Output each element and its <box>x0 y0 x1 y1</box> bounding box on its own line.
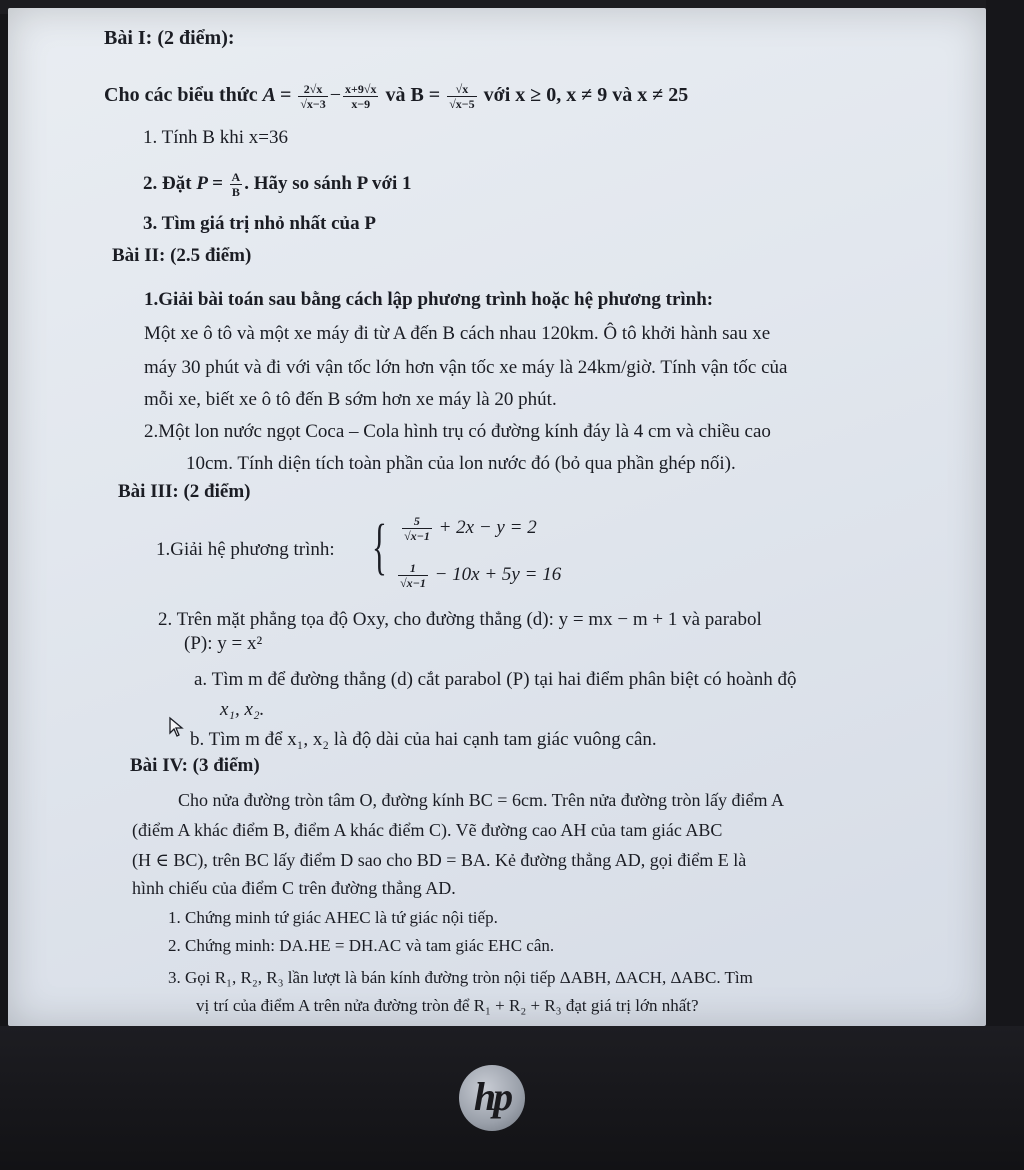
expr-A-frac2 <box>343 82 378 111</box>
bai1-q2 <box>143 168 412 200</box>
eq1-rest: + 2x − y = 2 <box>438 517 537 538</box>
bai2-p1-line1: 1.Giải bài toán sau bằng cách lập phương trình hoặc hệ phương trình: <box>144 289 714 310</box>
bai3-qb: b. Tìm m để x₁, x₂ là độ dài của hai cạnh tam giác vuông cân. <box>190 729 657 750</box>
hp-logo <box>459 1065 525 1131</box>
monitor-right-bezel <box>986 0 1024 1030</box>
exam-document <box>8 8 986 1026</box>
eq2-rest: − 10x + 5y = 16 <box>434 564 562 585</box>
system-eq2 <box>396 558 561 592</box>
q2-prefix: 2. Đặt <box>143 173 192 194</box>
eq1-frac <box>402 514 432 543</box>
frac-den: x−9 <box>351 96 371 111</box>
frac-den: √x−5 <box>449 96 475 111</box>
expr-B-label: và B = <box>385 84 441 106</box>
bai1-title: Bài I: (2 điểm): <box>104 27 235 49</box>
hp-logo-text: hp <box>473 1073 511 1119</box>
bai3-q2-line2: (P): y = x² <box>184 633 263 654</box>
q2-frac <box>230 170 243 199</box>
bai2-p2-line2: 10cm. Tính diện tích toàn phần của lon nước đó (bỏ qua phần ghép nối). <box>186 453 736 474</box>
bai4-line2: (điểm A khác điểm B, điểm A khác điểm C). Vẽ đường cao AH của tam giác ABC <box>132 820 723 840</box>
bai1-intro <box>104 80 688 111</box>
frac-num: 2√x <box>298 82 327 97</box>
system-brace: { <box>372 513 387 581</box>
bai4-q1: 1. Chứng minh tứ giác AHEC là tứ giác nội tiếp. <box>168 908 498 927</box>
eq2-frac <box>398 561 428 590</box>
bai2-p1-line3: máy 30 phút và đi với vận tốc lớn hơn vận tốc xe máy là 24km/giờ. Tính vận tốc của <box>144 357 788 378</box>
bai3-qa-line2: x₁, x₂. <box>220 699 265 720</box>
bai1-q1: 1. Tính B khi x=36 <box>143 127 288 148</box>
frac-num: 1 <box>398 561 428 576</box>
bai4-q2: 2. Chứng minh: DA.HE = DH.AC và tam giác EHC cân. <box>168 936 555 955</box>
bai2-title: Bài II: (2.5 điểm) <box>112 245 252 266</box>
monitor-screen <box>8 8 986 1026</box>
frac-den: √x−1 <box>400 576 426 591</box>
bai3-title: Bài III: (2 điểm) <box>118 481 251 502</box>
bai4-line1: Cho nửa đường tròn tâm O, đường kính BC = 6cm. Trên nửa đường tròn lấy điểm A <box>178 790 784 810</box>
frac-num: A <box>231 170 241 185</box>
bai3-q2-line1: 2. Trên mặt phẳng tọa độ Oxy, cho đường thẳng (d): y = mx − m + 1 và parabol <box>158 609 762 630</box>
bai4-title: Bài IV: (3 điểm) <box>130 755 260 776</box>
bai4-q3-line2: vị trí của điểm A trên nửa đường tròn để R₁ + R₂ + R₃ đạt giá trị lớn nhất? <box>196 996 699 1015</box>
expr-A-frac1 <box>298 82 327 111</box>
bai4-q3-line1: 3. Gọi R₁, R₂, R₃ lần lượt là bán kính đường tròn nội tiếp ΔABH, ΔACH, ΔABC. Tìm <box>168 968 753 987</box>
q2-P-label: P = <box>196 173 223 194</box>
frac-num: √x <box>447 82 476 97</box>
frac-num: x+9√x <box>345 81 377 96</box>
expr-B-frac <box>447 82 476 111</box>
system-eq1 <box>400 511 537 545</box>
bai4-line3: (H ∈ BC), trên BC lấy điểm D sao cho BD = BA. Kẻ đường thẳng AD, gọi điểm E là <box>132 850 747 870</box>
mouse-cursor-icon <box>168 716 186 738</box>
bai4-line4: hình chiếu của điểm C trên đường thẳng AD. <box>132 878 456 898</box>
frac-den: B <box>231 185 240 200</box>
bai2-p1-line2: Một xe ô tô và một xe máy đi từ A đến B cách nhau 120km. Ô tô khởi hành sau xe <box>144 323 771 344</box>
bai3-qa-line1: a. Tìm m để đường thẳng (d) cắt parabol (P) tại hai điểm phân biệt có hoành độ <box>194 669 797 690</box>
expr-A-label: A = <box>262 84 292 106</box>
bai3-q1: 1.Giải hệ phương trình: <box>156 539 335 560</box>
frac-den: √x−1 <box>404 529 430 544</box>
frac-den: √x−3 <box>300 96 326 111</box>
bai1-intro-text: Cho các biểu thức <box>104 84 258 106</box>
expr-minus: − <box>329 84 342 106</box>
bai1-q3: 3. Tìm giá trị nhỏ nhất của P <box>143 213 376 234</box>
bai2-p1-line4: mỗi xe, biết xe ô tô đến B sớm hơn xe máy là 20 phút. <box>144 389 557 410</box>
expr-condition: với x ≥ 0, x ≠ 9 và x ≠ 25 <box>483 84 689 106</box>
q2-suffix: . Hãy so sánh P với 1 <box>244 173 412 194</box>
bai2-p2-line1: 2.Một lon nước ngọt Coca – Cola hình trụ có đường kính đáy là 4 cm và chiều cao <box>144 421 771 442</box>
frac-num: 5 <box>402 514 432 529</box>
